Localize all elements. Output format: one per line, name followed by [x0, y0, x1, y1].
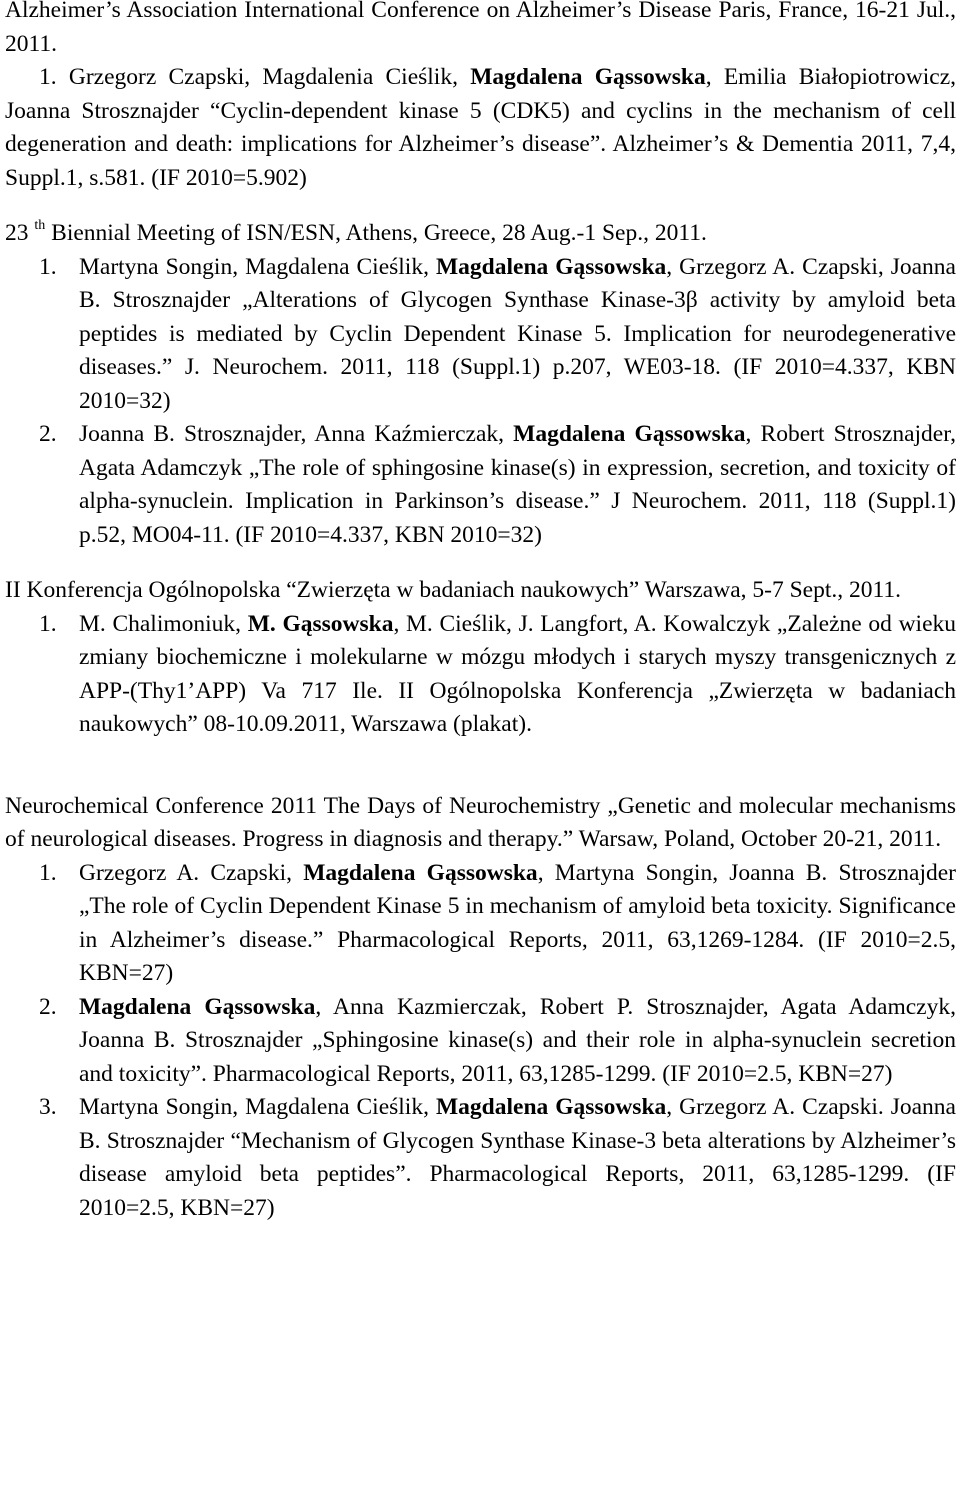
- section-heading: Alzheimer’s Association International Conference on Alzheimer’s Disease Paris, France, 16-21 Jul., 2011.: [5, 0, 956, 57]
- list-item: [5, 857, 956, 991]
- list-item: [5, 251, 956, 419]
- item-number: 1.: [39, 610, 57, 637]
- highlighted-author: M. Gąssowska: [247, 610, 394, 637]
- highlighted-author: Magdalena Gąssowska: [435, 1094, 667, 1120]
- list-item: [5, 1091, 956, 1225]
- heading-text: Biennial Meeting of ISN/ESN, Athens, Greece, 28 Aug.-1 Sep., 2011.: [45, 220, 707, 246]
- highlighted-author: Magdalena Gąssowska: [79, 993, 316, 1020]
- highlighted-author: Magdalena Gąssowska: [435, 253, 667, 280]
- item-text: Joanna B. Strosznajder, Anna Kaźmierczak, Magdalena Gąssowska, Robert Strosznajder, Agata Adamczyk „The role of sphingosine kinase(s) in expression, secretion, and toxicity of alpha-synuclein. Implication in Parkinson’s disease.” J Neurochem. 2011, 118 (Suppl.1) p.52, MO04-11. (IF 2010=4.337, KBN 2010=32): [79, 421, 956, 548]
- item-number: 1.: [39, 859, 57, 886]
- item-number: 1.: [39, 64, 57, 90]
- heading-superscript: th: [34, 218, 46, 234]
- highlighted-author: Magdalena Gąssowska: [303, 859, 538, 886]
- publication-list: [5, 608, 956, 742]
- section-heading: II Konferencja Ogólnopolska “Zwierzęta w badaniach naukowych” Warszawa, 5-7 Sept., 2011.: [5, 577, 901, 603]
- list-item: [5, 991, 956, 1092]
- list-item: [5, 61, 956, 195]
- item-text: M. Chalimoniuk, M. Gąssowska, M. Cieślik, J. Langfort, A. Kowalczyk „Zależne od wieku zmiany biochemiczne i molekularne w mózgu młodych i starych myszy transgenicznych z APP-(Thy1’APP) Va 717 Ile. II Ogólnopolska Konferencja „Zwierzęta w badaniach naukowych” 08-10.09.2011, Warszawa (plakat).: [79, 610, 956, 737]
- item-authors: Grzegorz Czapski, Magdalenia Cieślik,: [68, 64, 471, 90]
- item-number: 3.: [39, 1094, 57, 1120]
- item-number: 1.: [39, 253, 57, 280]
- item-text: Grzegorz A. Czapski, Magdalena Gąssowska, Martyna Songin, Joanna B. Strosznajder „The role of Cyclin Dependent Kinase 5 in mechanism of amyloid beta toxicity. Significance in Alzheimer’s disease.” Pharmacological Reports, 2011, 63,1269-1284. (IF 2010=2.5, KBN=27): [79, 859, 956, 986]
- item-text: , Emilia Białopiotrowicz, Joanna Strosznajder “Cyclin-dependent kinase 5 (CDK5) and cyclins in the mechanism of cell degeneration and death: implications for Alzheimer’s disease”. Alzheimer’s & Dementia 2011, 7,4, Suppl.1, s.581. (IF 2010=5.902): [5, 64, 956, 191]
- item-number: 2.: [39, 993, 57, 1020]
- section-heading: [5, 217, 956, 251]
- highlighted-author: Magdalena Gąssowska: [470, 64, 706, 90]
- item-text: Martyna Songin, Magdalena Cieślik, Magdalena Gąssowska, Grzegorz A. Czapski, Joanna B. Strosznajder „Alterations of Glycogen Synthase Kinase-3β activity by amyloid beta peptides is mediated by Cyclin Dependent Kinase 5. Implication for neurodegenerative diseases.” J. Neurochem. 2011, 118 (Suppl.1) p.207, WE03-18. (IF 2010=4.337, KBN 2010=32): [79, 253, 956, 414]
- highlighted-author: Magdalena Gąssowska: [513, 421, 746, 447]
- list-item: [5, 608, 956, 742]
- item-text: Martyna Songin, Magdalena Cieślik, Magdalena Gąssowska, Grzegorz A. Czapski. Joanna B. Strosznajder “Mechanism of Glycogen Synthase Kinase-3 beta alterations by Alzheimer’s disease amyloid beta peptides”. Pharmacological Reports, 2011, 63,1285-1299. (IF 2010=2.5, KBN=27): [79, 1094, 956, 1221]
- publication-list: [5, 251, 956, 553]
- list-item: [5, 418, 956, 552]
- heading-number: 23: [5, 220, 35, 246]
- item-text: Magdalena Gąssowska, Anna Kazmierczak, Robert P. Strosznajder, Agata Adamczyk, Joanna B. Strosznajder „Sphingosine kinase(s) and their role in alpha-synuclein secretion and toxicity”. Pharmacological Reports, 2011, 63,1285-1299. (IF 2010=2.5, KBN=27): [79, 993, 956, 1087]
- section-heading: Neurochemical Conference 2011 The Days of Neurochemistry „Genetic and molecular mechanisms of neurological diseases. Progress in diagnosis and therapy.” Warsaw, Poland, October 20-21, 2011.: [5, 792, 956, 852]
- item-number: 2.: [39, 421, 57, 447]
- publication-list: [5, 857, 956, 1226]
